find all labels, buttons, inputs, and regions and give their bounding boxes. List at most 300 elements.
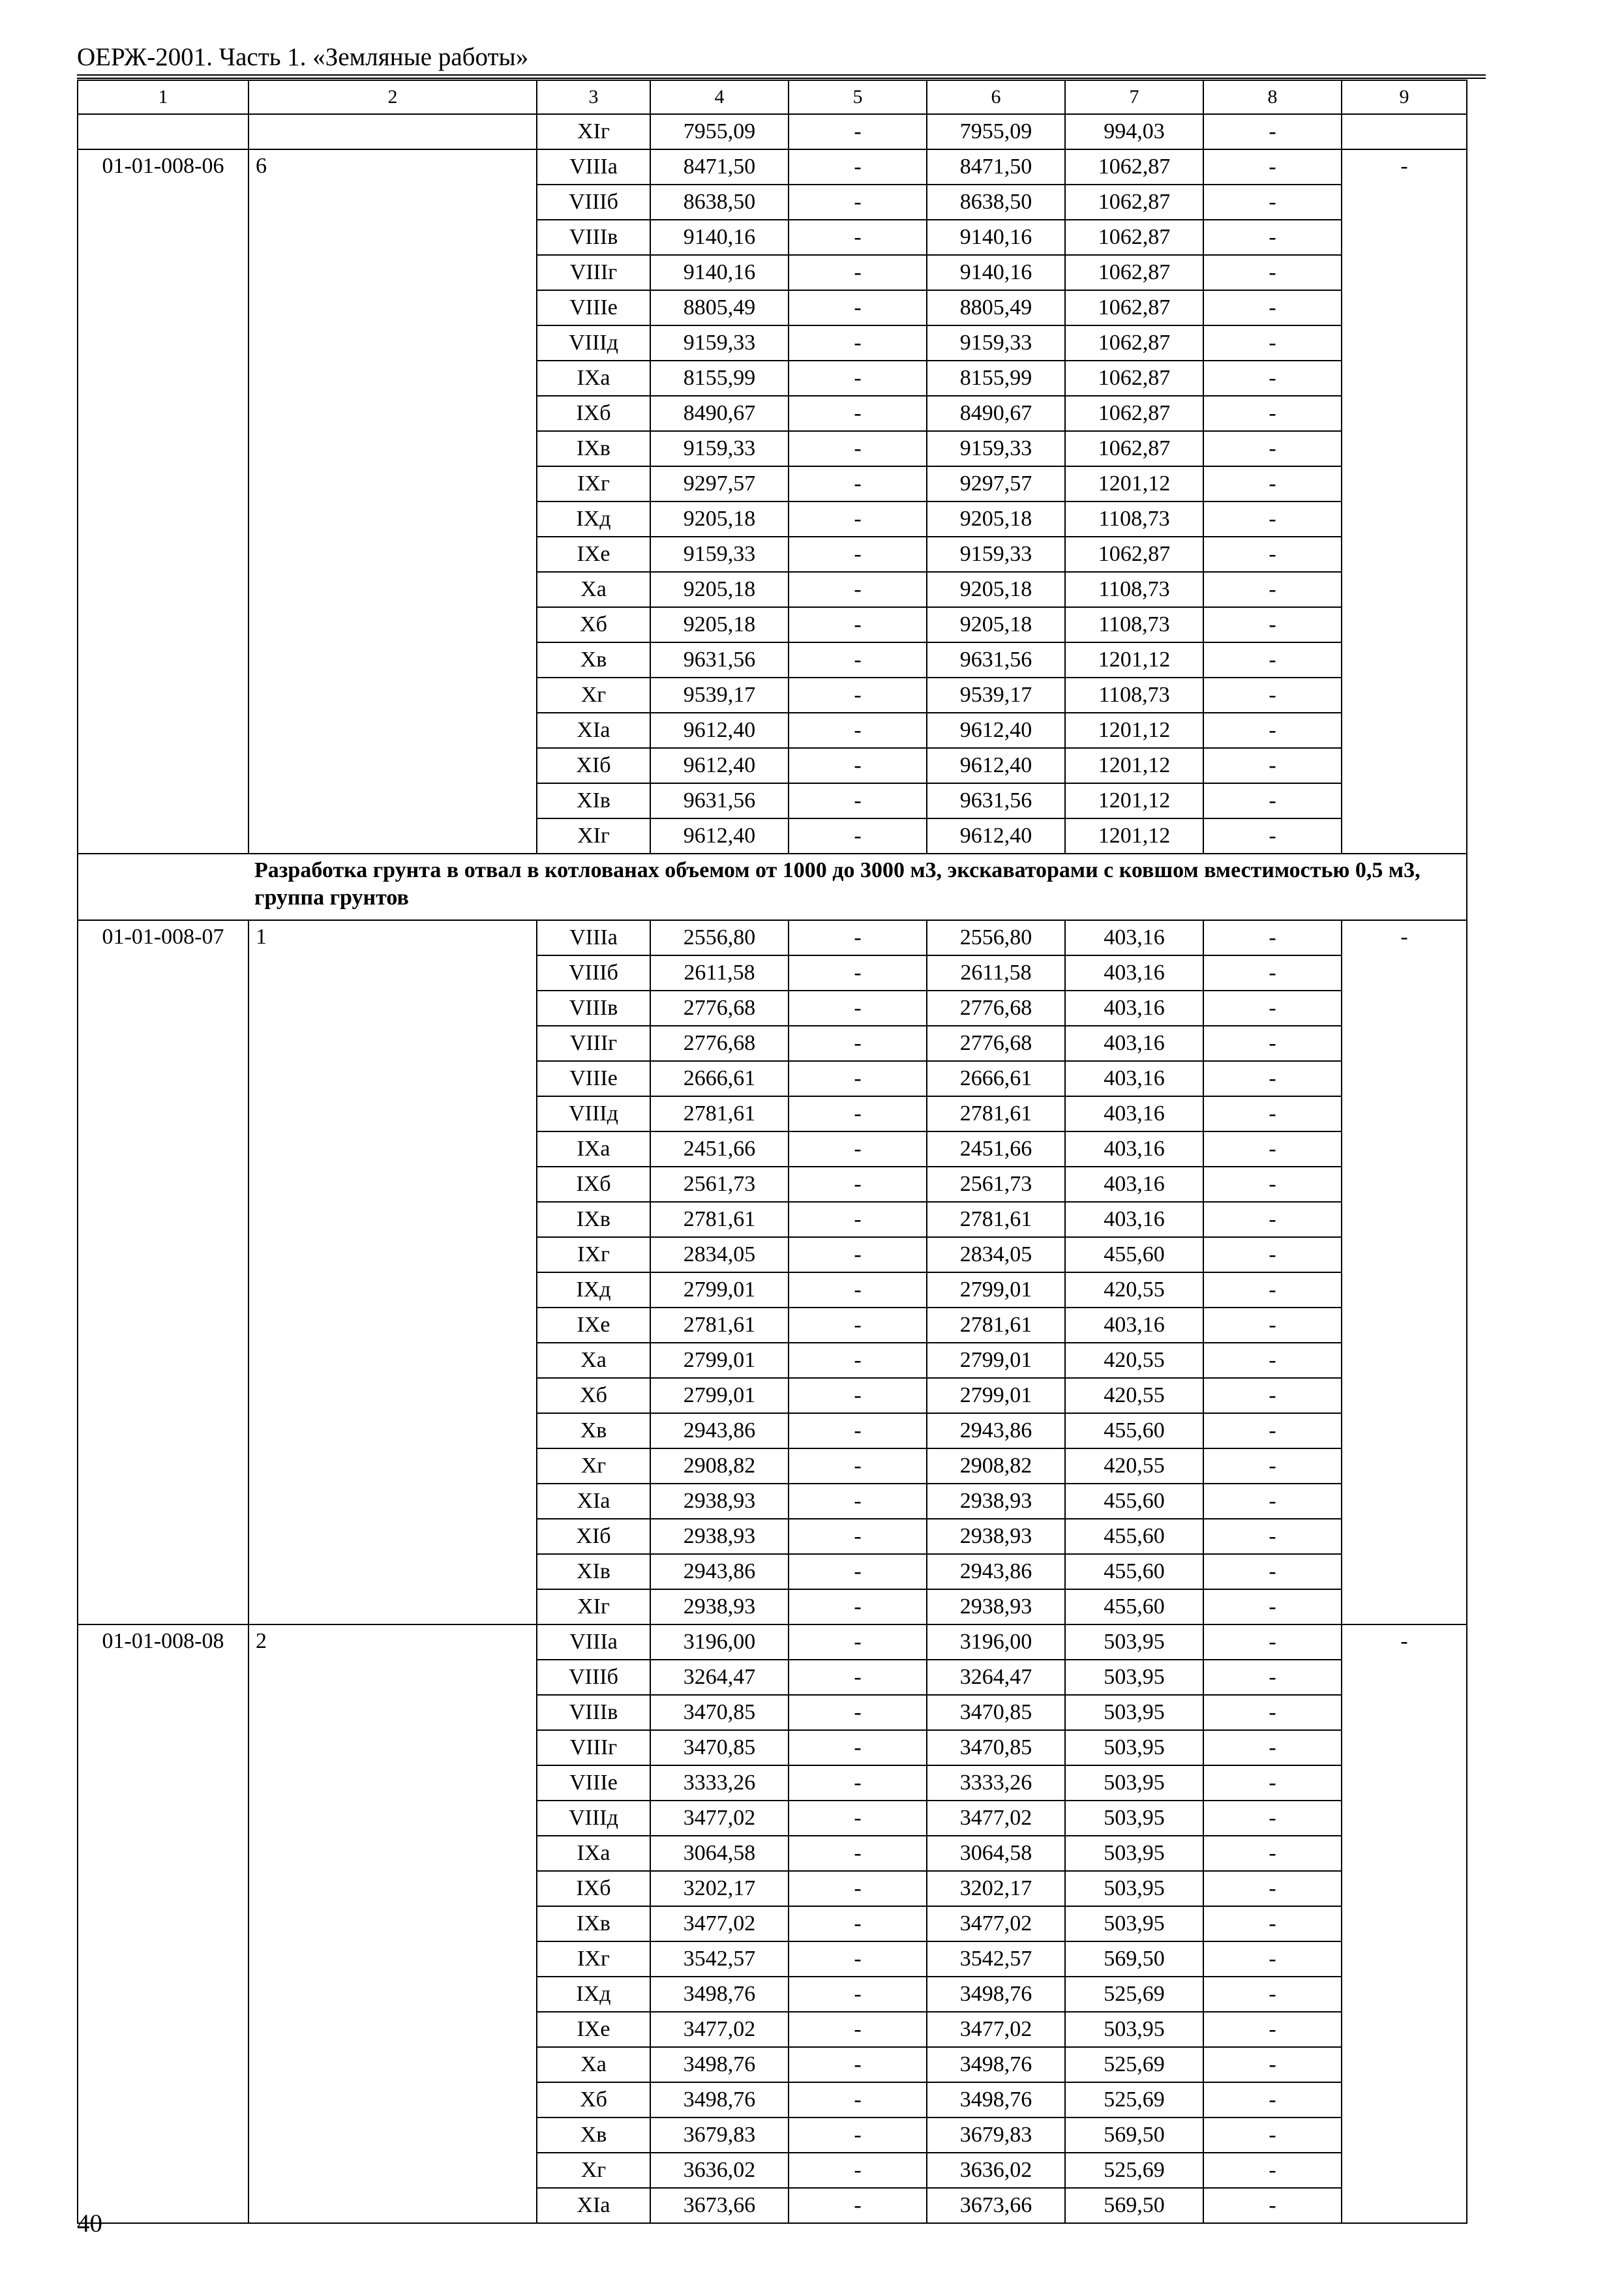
materials-cost: - xyxy=(1203,818,1342,854)
machine-wages: 403,16 xyxy=(1065,1167,1203,1202)
machine-cost: 9140,16 xyxy=(927,220,1065,255)
soil-group: VIIIд xyxy=(537,1801,650,1836)
column-number: 5 xyxy=(789,80,927,114)
machine-wages: 503,95 xyxy=(1065,2012,1203,2047)
soil-group: VIIIе xyxy=(537,290,650,325)
machine-wages: 1062,87 xyxy=(1065,431,1203,466)
machine-wages: 503,95 xyxy=(1065,1801,1203,1836)
column-number: 4 xyxy=(650,80,789,114)
total-cost: 9159,33 xyxy=(650,325,789,361)
materials-cost: - xyxy=(1203,2188,1342,2223)
materials-cost: - xyxy=(1203,783,1342,818)
machine-cost: 8638,50 xyxy=(927,185,1065,220)
machine-cost: 3264,47 xyxy=(927,1660,1065,1695)
total-cost: 3264,47 xyxy=(650,1660,789,1695)
materials-cost: - xyxy=(1203,1941,1342,1977)
soil-group: XIг xyxy=(537,818,650,854)
labor-cost: - xyxy=(789,572,927,607)
soil-group: XIа xyxy=(537,713,650,748)
machine-wages: 1062,87 xyxy=(1065,185,1203,220)
total-cost: 9539,17 xyxy=(650,678,789,713)
labor-cost: - xyxy=(789,1343,927,1378)
soil-group: IXб xyxy=(537,396,650,431)
machine-cost: 2451,66 xyxy=(927,1131,1065,1167)
machine-cost: 2776,68 xyxy=(927,991,1065,1026)
machine-wages: 1062,87 xyxy=(1065,220,1203,255)
soil-group: VIIIе xyxy=(537,1061,650,1096)
total-cost: 2799,01 xyxy=(650,1272,789,1308)
machine-wages: 503,95 xyxy=(1065,1624,1203,1660)
column-number: 7 xyxy=(1065,80,1203,114)
materials-cost: - xyxy=(1203,607,1342,642)
materials-cost: - xyxy=(1203,642,1342,678)
labor-cost: - xyxy=(789,290,927,325)
machine-cost: 3202,17 xyxy=(927,1871,1065,1906)
soil-group: Xб xyxy=(537,607,650,642)
materials-cost: - xyxy=(1203,1484,1342,1519)
labor-cost: - xyxy=(789,1695,927,1730)
soil-group: VIIIв xyxy=(537,991,650,1026)
labor-cost: - xyxy=(789,920,927,955)
labor-cost: - xyxy=(789,1730,927,1765)
machine-wages: 455,60 xyxy=(1065,1589,1203,1624)
total-cost: 2799,01 xyxy=(650,1343,789,1378)
labor-cost: - xyxy=(789,642,927,678)
materials-cost: - xyxy=(1203,991,1342,1026)
labor-cost: - xyxy=(789,396,927,431)
labor-cost: - xyxy=(789,2082,927,2117)
labor-cost: - xyxy=(789,1237,927,1272)
soil-group: IXе xyxy=(537,1308,650,1343)
materials-cost: - xyxy=(1203,920,1342,955)
total-cost: 2938,93 xyxy=(650,1519,789,1554)
machine-wages: 1201,12 xyxy=(1065,748,1203,783)
labor-cost: - xyxy=(789,220,927,255)
soil-group: XIв xyxy=(537,783,650,818)
machine-cost: 2781,61 xyxy=(927,1308,1065,1343)
machine-wages: 420,55 xyxy=(1065,1343,1203,1378)
soil-group: XIа xyxy=(537,1484,650,1519)
soil-group: VIIIд xyxy=(537,1096,650,1131)
total-cost: 8155,99 xyxy=(650,361,789,396)
total-cost: 2781,61 xyxy=(650,1096,789,1131)
machine-wages: 1062,87 xyxy=(1065,325,1203,361)
machine-wages: 403,16 xyxy=(1065,920,1203,955)
labor-cost: - xyxy=(789,1765,927,1801)
materials-cost: - xyxy=(1203,1589,1342,1624)
page-number: 40 xyxy=(77,2209,102,2237)
materials-cost: - xyxy=(1203,431,1342,466)
labor-cost: - xyxy=(789,1624,927,1660)
labor-cost: - xyxy=(789,149,927,185)
machine-cost: 3470,85 xyxy=(927,1695,1065,1730)
rate-number: 1 xyxy=(248,920,537,1624)
machine-cost: 3498,76 xyxy=(927,2082,1065,2117)
machine-cost: 2561,73 xyxy=(927,1167,1065,1202)
col9-value xyxy=(1342,114,1467,149)
total-cost: 9205,18 xyxy=(650,501,789,537)
total-cost: 3673,66 xyxy=(650,2188,789,2223)
total-cost: 2451,66 xyxy=(650,1131,789,1167)
total-cost: 8638,50 xyxy=(650,185,789,220)
materials-cost: - xyxy=(1203,325,1342,361)
materials-cost: - xyxy=(1203,1554,1342,1589)
total-cost: 9205,18 xyxy=(650,572,789,607)
machine-cost: 3673,66 xyxy=(927,2188,1065,2223)
rate-number: 2 xyxy=(248,1624,537,2223)
total-cost: 3498,76 xyxy=(650,2082,789,2117)
total-cost: 3477,02 xyxy=(650,1906,789,1941)
total-cost: 2943,86 xyxy=(650,1413,789,1448)
materials-cost: - xyxy=(1203,1272,1342,1308)
materials-cost: - xyxy=(1203,1237,1342,1272)
soil-group: Xа xyxy=(537,572,650,607)
labor-cost: - xyxy=(789,1941,927,1977)
machine-cost: 2943,86 xyxy=(927,1413,1065,1448)
total-cost: 3477,02 xyxy=(650,2012,789,2047)
soil-group: IXв xyxy=(537,431,650,466)
machine-cost: 9539,17 xyxy=(927,678,1065,713)
total-cost: 8805,49 xyxy=(650,290,789,325)
materials-cost: - xyxy=(1203,466,1342,501)
total-cost: 2556,80 xyxy=(650,920,789,955)
total-cost: 9140,16 xyxy=(650,220,789,255)
machine-cost: 3498,76 xyxy=(927,1977,1065,2012)
machine-cost: 8490,67 xyxy=(927,396,1065,431)
soil-group: VIIIг xyxy=(537,1730,650,1765)
machine-cost: 9612,40 xyxy=(927,713,1065,748)
labor-cost: - xyxy=(789,1202,927,1237)
soil-group: XIа xyxy=(537,2188,650,2223)
soil-group: IXа xyxy=(537,1131,650,1167)
labor-cost: - xyxy=(789,501,927,537)
total-cost: 2776,68 xyxy=(650,1026,789,1061)
materials-cost: - xyxy=(1203,1026,1342,1061)
total-cost: 9612,40 xyxy=(650,713,789,748)
labor-cost: - xyxy=(789,783,927,818)
total-cost: 3477,02 xyxy=(650,1801,789,1836)
total-cost: 9612,40 xyxy=(650,748,789,783)
total-cost: 9205,18 xyxy=(650,607,789,642)
labor-cost: - xyxy=(789,1167,927,1202)
machine-wages: 455,60 xyxy=(1065,1413,1203,1448)
total-cost: 2776,68 xyxy=(650,991,789,1026)
materials-cost: - xyxy=(1203,1624,1342,1660)
materials-cost: - xyxy=(1203,1096,1342,1131)
soil-group: Xа xyxy=(537,2047,650,2082)
total-cost: 2943,86 xyxy=(650,1554,789,1589)
total-cost: 3196,00 xyxy=(650,1624,789,1660)
materials-cost: - xyxy=(1203,1167,1342,1202)
machine-cost: 3196,00 xyxy=(927,1624,1065,1660)
materials-cost: - xyxy=(1203,1448,1342,1484)
materials-cost: - xyxy=(1203,537,1342,572)
materials-cost: - xyxy=(1203,1660,1342,1695)
section-title: Разработка грунта в отвал в котлованах объемом от 1000 до 3000 м3, экскаваторами с ковшом вместимостью 0,5 м3, группа грунтов xyxy=(254,858,1421,910)
machine-cost: 9631,56 xyxy=(927,783,1065,818)
column-number-row xyxy=(78,80,1467,114)
machine-wages: 569,50 xyxy=(1065,2188,1203,2223)
machine-wages: 525,69 xyxy=(1065,2047,1203,2082)
total-cost: 7955,09 xyxy=(650,114,789,149)
materials-cost: - xyxy=(1203,572,1342,607)
machine-cost: 2666,61 xyxy=(927,1061,1065,1096)
machine-wages: 403,16 xyxy=(1065,1026,1203,1061)
labor-cost: - xyxy=(789,114,927,149)
rate-number xyxy=(248,114,537,149)
materials-cost: - xyxy=(1203,2153,1342,2188)
materials-cost: - xyxy=(1203,255,1342,290)
machine-wages: 525,69 xyxy=(1065,2153,1203,2188)
col9-value: - xyxy=(1342,1624,1467,2223)
total-cost: 3470,85 xyxy=(650,1695,789,1730)
labor-cost: - xyxy=(789,1836,927,1871)
materials-cost: - xyxy=(1203,2082,1342,2117)
section-cell xyxy=(78,854,1467,920)
materials-cost: - xyxy=(1203,220,1342,255)
machine-wages: 1201,12 xyxy=(1065,713,1203,748)
machine-cost: 9612,40 xyxy=(927,818,1065,854)
soil-group: XIб xyxy=(537,748,650,783)
total-cost: 3636,02 xyxy=(650,2153,789,2188)
column-number: 6 xyxy=(927,80,1065,114)
materials-cost: - xyxy=(1203,678,1342,713)
column-number: 3 xyxy=(537,80,650,114)
soil-group: IXд xyxy=(537,501,650,537)
machine-cost: 3064,58 xyxy=(927,1836,1065,1871)
soil-group: Xв xyxy=(537,642,650,678)
labor-cost: - xyxy=(789,991,927,1026)
machine-wages: 503,95 xyxy=(1065,1660,1203,1695)
labor-cost: - xyxy=(789,361,927,396)
column-number: 9 xyxy=(1342,80,1467,114)
soil-group: VIIIд xyxy=(537,325,650,361)
materials-cost: - xyxy=(1203,1519,1342,1554)
materials-cost: - xyxy=(1203,1836,1342,1871)
soil-group: XIв xyxy=(537,1554,650,1589)
column-number: 2 xyxy=(248,80,537,114)
soil-group: VIIIа xyxy=(537,1624,650,1660)
machine-wages: 569,50 xyxy=(1065,1941,1203,1977)
header-rule-secondary xyxy=(77,78,1486,79)
machine-cost: 2799,01 xyxy=(927,1343,1065,1378)
materials-cost: - xyxy=(1203,114,1342,149)
soil-group: XIг xyxy=(537,114,650,149)
total-cost: 3333,26 xyxy=(650,1765,789,1801)
materials-cost: - xyxy=(1203,1308,1342,1343)
total-cost: 2611,58 xyxy=(650,955,789,991)
machine-cost: 2776,68 xyxy=(927,1026,1065,1061)
materials-cost: - xyxy=(1203,1695,1342,1730)
machine-wages: 420,55 xyxy=(1065,1448,1203,1484)
machine-wages: 503,95 xyxy=(1065,1730,1203,1765)
materials-cost: - xyxy=(1203,290,1342,325)
machine-cost: 9159,33 xyxy=(927,431,1065,466)
soil-group: XIб xyxy=(537,1519,650,1554)
total-cost: 3202,17 xyxy=(650,1871,789,1906)
labor-cost: - xyxy=(789,1801,927,1836)
column-number: 8 xyxy=(1203,80,1342,114)
machine-wages: 1108,73 xyxy=(1065,501,1203,537)
soil-group: IXг xyxy=(537,466,650,501)
machine-wages: 1108,73 xyxy=(1065,678,1203,713)
machine-cost: 3477,02 xyxy=(927,2012,1065,2047)
table-row xyxy=(78,920,1467,955)
labor-cost: - xyxy=(789,1378,927,1413)
machine-cost: 9205,18 xyxy=(927,607,1065,642)
machine-wages: 403,16 xyxy=(1065,955,1203,991)
labor-cost: - xyxy=(789,607,927,642)
machine-cost: 2938,93 xyxy=(927,1589,1065,1624)
machine-cost: 8471,50 xyxy=(927,149,1065,185)
labor-cost: - xyxy=(789,431,927,466)
total-cost: 2666,61 xyxy=(650,1061,789,1096)
machine-wages: 455,60 xyxy=(1065,1519,1203,1554)
total-cost: 9159,33 xyxy=(650,537,789,572)
labor-cost: - xyxy=(789,1448,927,1484)
soil-group: IXг xyxy=(537,1237,650,1272)
page-header-title: ОЕРЖ-2001. Часть 1. «Земляные работы» xyxy=(77,43,529,71)
machine-cost: 3333,26 xyxy=(927,1765,1065,1801)
machine-wages: 1201,12 xyxy=(1065,818,1203,854)
labor-cost: - xyxy=(789,255,927,290)
total-cost: 8490,67 xyxy=(650,396,789,431)
soil-group: VIIIб xyxy=(537,185,650,220)
total-cost: 2938,93 xyxy=(650,1484,789,1519)
total-cost: 2561,73 xyxy=(650,1167,789,1202)
machine-cost: 2556,80 xyxy=(927,920,1065,955)
machine-wages: 403,16 xyxy=(1065,1061,1203,1096)
labor-cost: - xyxy=(789,2153,927,2188)
total-cost: 2834,05 xyxy=(650,1237,789,1272)
total-cost: 8471,50 xyxy=(650,149,789,185)
soil-group: Xв xyxy=(537,2117,650,2153)
labor-cost: - xyxy=(789,1061,927,1096)
labor-cost: - xyxy=(789,1906,927,1941)
materials-cost: - xyxy=(1203,2117,1342,2153)
materials-cost: - xyxy=(1203,1131,1342,1167)
soil-group: Xб xyxy=(537,1378,650,1413)
soil-group: IXг xyxy=(537,1941,650,1977)
soil-group: Xа xyxy=(537,1343,650,1378)
machine-wages: 1062,87 xyxy=(1065,396,1203,431)
total-cost: 9159,33 xyxy=(650,431,789,466)
machine-cost: 2799,01 xyxy=(927,1378,1065,1413)
materials-cost: - xyxy=(1203,501,1342,537)
machine-wages: 455,60 xyxy=(1065,1554,1203,1589)
soil-group: Xг xyxy=(537,2153,650,2188)
materials-cost: - xyxy=(1203,748,1342,783)
total-cost: 3542,57 xyxy=(650,1941,789,1977)
materials-cost: - xyxy=(1203,713,1342,748)
section-row xyxy=(78,854,1467,920)
soil-group: IXе xyxy=(537,537,650,572)
machine-wages: 525,69 xyxy=(1065,1977,1203,2012)
materials-cost: - xyxy=(1203,1202,1342,1237)
materials-cost: - xyxy=(1203,1906,1342,1941)
labor-cost: - xyxy=(789,1554,927,1589)
col9-value: - xyxy=(1342,920,1467,1624)
column-number: 1 xyxy=(78,80,248,114)
soil-group: VIIIб xyxy=(537,1660,650,1695)
machine-cost: 2943,86 xyxy=(927,1554,1065,1589)
soil-group: IXд xyxy=(537,1272,650,1308)
machine-wages: 569,50 xyxy=(1065,2117,1203,2153)
machine-cost: 3636,02 xyxy=(927,2153,1065,2188)
labor-cost: - xyxy=(789,2047,927,2082)
header-rule xyxy=(77,74,1486,76)
soil-group: VIIIа xyxy=(537,149,650,185)
materials-cost: - xyxy=(1203,1061,1342,1096)
machine-cost: 3542,57 xyxy=(927,1941,1065,1977)
total-cost: 2781,61 xyxy=(650,1202,789,1237)
rates-table xyxy=(77,80,1467,2224)
soil-group: Xв xyxy=(537,1413,650,1448)
machine-cost: 9205,18 xyxy=(927,501,1065,537)
soil-group: VIIIв xyxy=(537,1695,650,1730)
soil-group: IXа xyxy=(537,1836,650,1871)
rate-code: 01-01-008-08 xyxy=(78,1624,248,2223)
machine-wages: 403,16 xyxy=(1065,1308,1203,1343)
soil-group: VIIIе xyxy=(537,1765,650,1801)
total-cost: 2908,82 xyxy=(650,1448,789,1484)
machine-wages: 1062,87 xyxy=(1065,255,1203,290)
labor-cost: - xyxy=(789,1871,927,1906)
machine-cost: 3470,85 xyxy=(927,1730,1065,1765)
machine-cost: 2799,01 xyxy=(927,1272,1065,1308)
total-cost: 3064,58 xyxy=(650,1836,789,1871)
machine-wages: 403,16 xyxy=(1065,991,1203,1026)
machine-wages: 503,95 xyxy=(1065,1836,1203,1871)
labor-cost: - xyxy=(789,1131,927,1167)
labor-cost: - xyxy=(789,325,927,361)
labor-cost: - xyxy=(789,713,927,748)
machine-wages: 1062,87 xyxy=(1065,290,1203,325)
machine-cost: 3477,02 xyxy=(927,1906,1065,1941)
machine-wages: 1062,87 xyxy=(1065,361,1203,396)
machine-wages: 420,55 xyxy=(1065,1272,1203,1308)
machine-wages: 994,03 xyxy=(1065,114,1203,149)
soil-group: IXв xyxy=(537,1906,650,1941)
labor-cost: - xyxy=(789,2188,927,2223)
machine-wages: 503,95 xyxy=(1065,1695,1203,1730)
labor-cost: - xyxy=(789,2117,927,2153)
total-cost: 9631,56 xyxy=(650,642,789,678)
soil-group: VIIIв xyxy=(537,220,650,255)
labor-cost: - xyxy=(789,1977,927,2012)
materials-cost: - xyxy=(1203,1413,1342,1448)
soil-group: IXе xyxy=(537,2012,650,2047)
soil-group: Xг xyxy=(537,678,650,713)
materials-cost: - xyxy=(1203,1871,1342,1906)
machine-wages: 455,60 xyxy=(1065,1484,1203,1519)
machine-wages: 455,60 xyxy=(1065,1237,1203,1272)
table-row xyxy=(78,1624,1467,1660)
labor-cost: - xyxy=(789,185,927,220)
machine-cost: 9140,16 xyxy=(927,255,1065,290)
total-cost: 2938,93 xyxy=(650,1589,789,1624)
machine-cost: 7955,09 xyxy=(927,114,1065,149)
total-cost: 3470,85 xyxy=(650,1730,789,1765)
total-cost: 9612,40 xyxy=(650,818,789,854)
materials-cost: - xyxy=(1203,1343,1342,1378)
machine-cost: 9297,57 xyxy=(927,466,1065,501)
machine-wages: 1201,12 xyxy=(1065,783,1203,818)
soil-group: VIIIг xyxy=(537,1026,650,1061)
machine-cost: 9159,33 xyxy=(927,325,1065,361)
machine-cost: 3477,02 xyxy=(927,1801,1065,1836)
machine-wages: 525,69 xyxy=(1065,2082,1203,2117)
